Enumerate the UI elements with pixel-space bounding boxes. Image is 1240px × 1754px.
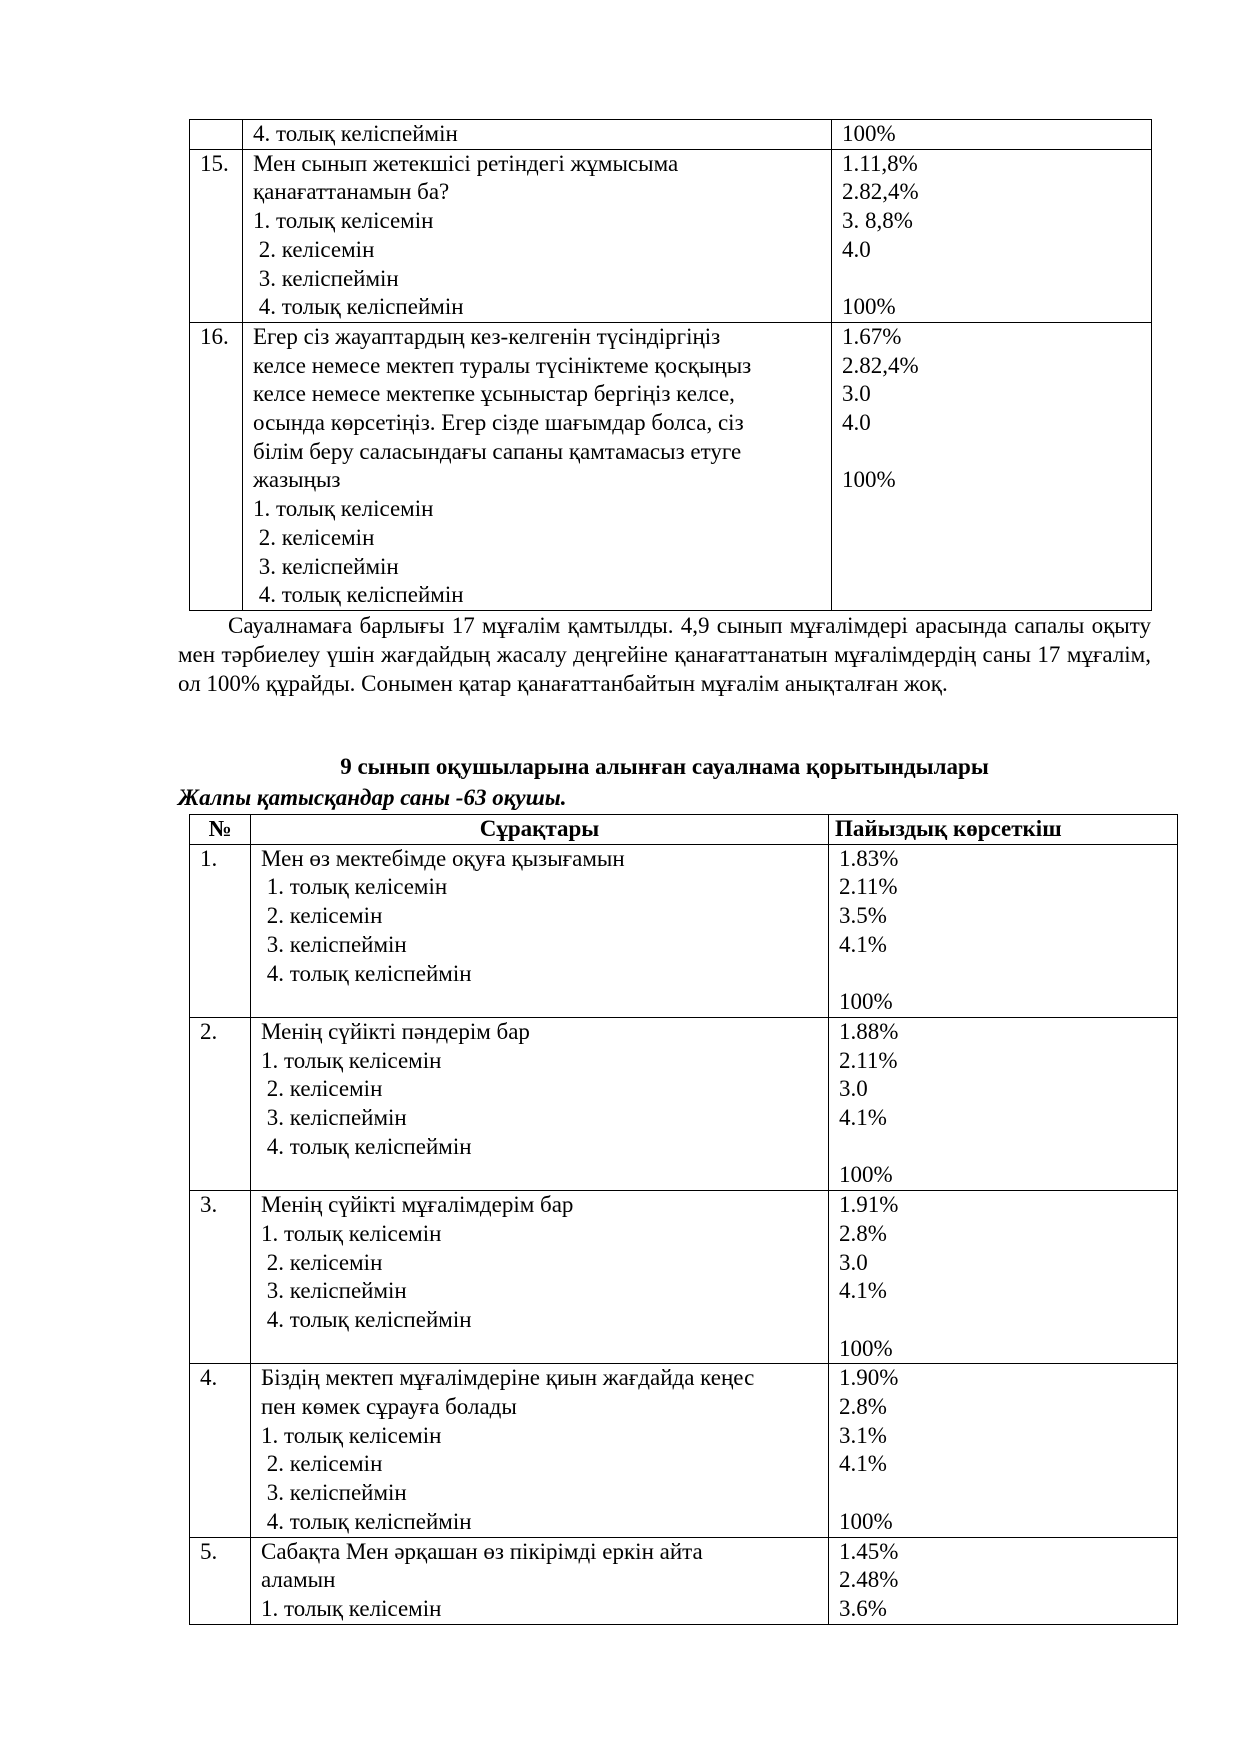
question-line: Менің сүйікті пәндерім бар [261, 1018, 530, 1044]
row-number: 15. [190, 149, 243, 322]
percent-line: 100% [839, 989, 893, 1015]
table-row [190, 1537, 1178, 1624]
row-question [243, 322, 832, 610]
question-line: 1. толық келісемін [261, 1047, 442, 1073]
row-question [251, 844, 829, 1017]
table-row [190, 1191, 1178, 1364]
percent-line: 2.11% [839, 874, 898, 900]
question-line: 4. толық келіспеймін [261, 1306, 472, 1332]
row-percent [832, 120, 1152, 150]
percent-line: 4.1% [839, 1105, 887, 1131]
question-line: 1. толық келісемін [261, 1595, 442, 1621]
percent-line: 2.8% [839, 1394, 887, 1420]
table-row [190, 322, 1152, 610]
student-survey-table [189, 814, 1178, 1625]
row-number [190, 120, 243, 150]
question-line: Мен өз мектебімде оқуға қызығамын [261, 845, 625, 871]
row-question [251, 1537, 829, 1624]
table-row [190, 149, 1152, 322]
question-line: 3. келіспеймін [261, 1480, 407, 1506]
question-line: Менің сүйікті мұғалімдерім бар [261, 1192, 574, 1218]
percent-line: 2.11% [839, 1047, 898, 1073]
percent-line: 2.82,4% [842, 352, 919, 378]
question-line: пен көмек сұрауға болады [261, 1394, 517, 1420]
row-number: 16. [190, 322, 243, 610]
percent-line: 3.0 [839, 1249, 868, 1275]
percent-line: 1.91% [839, 1192, 899, 1218]
question-line: 1. толық келісемін [253, 496, 434, 522]
table-row [190, 120, 1152, 150]
question-line: 2. келісемін [261, 1451, 383, 1477]
question-line: 3. келіспеймін [261, 1105, 407, 1131]
percent-line: 4.1% [839, 931, 887, 957]
percent-line: 2.8% [839, 1220, 887, 1246]
table-row [190, 844, 1178, 1017]
question-line [261, 988, 818, 1017]
row-percent [832, 322, 1152, 610]
percent-line: 1.11,8% [842, 150, 918, 176]
question-line: 2. келісемін [253, 236, 375, 262]
row-number: 2. [190, 1017, 251, 1190]
summary-text: Сауалнамаға барлығы 17 мұғалім қамтылды. 4,9 сынып мұғалімдері арасында сапалы оқыту мен тәрбиелеу үшін жағдайдың жасалу деңгейіне қанағаттанатын мұғалімдердің саны 17 мұғалім, ол 100% құрайды. Сонымен қатар қанағаттанбайтын мұғалім анықталған жоқ. [178, 613, 1151, 696]
question-line: осында көрсетіңіз. Егер сізде шағымдар болса, сіз [253, 410, 744, 436]
percent-line: 2.82,4% [842, 179, 919, 205]
row-question [251, 1364, 829, 1537]
question-line: білім беру саласындағы сапаны қамтамасыз етуге [253, 438, 742, 464]
percent-line: 3.6% [839, 1595, 887, 1621]
row-number: 5. [190, 1537, 251, 1624]
question-line [261, 1161, 818, 1190]
percent-line: 100% [839, 1335, 893, 1361]
question-line: 4. толық келіспеймін [261, 1133, 472, 1159]
percent-line [839, 1306, 1167, 1335]
question-line: 2. келісемін [261, 1076, 383, 1102]
section-heading: 9 сынып оқушыларына алынған сауалнама қорытындылары [340, 754, 989, 779]
question-line: 1. толық келісемін [261, 1220, 442, 1246]
question-line: 1. толық келісемін [261, 874, 448, 900]
percent-line: 1.88% [839, 1018, 899, 1044]
question-line: 4. толық келіспеймін [253, 582, 464, 608]
question-line: Мен сынып жетекшісі ретіндегі жұмысыма [253, 150, 679, 176]
question-line: Біздің мектеп мұғалімдеріне қиын жағдайда кеңес [261, 1365, 755, 1391]
percent-line: 100% [842, 121, 896, 146]
row-question [243, 149, 832, 322]
question-line: келсе немесе мектепке ұсыныстар бергіңіз келсе, [253, 381, 735, 407]
percent-line: 4.1% [839, 1278, 887, 1304]
participants-count: Жалпы қатысқандар саны -63 оқушы. [178, 785, 567, 810]
question-line: 4. толық келіспеймін [253, 294, 464, 320]
percent-line [839, 960, 1167, 989]
row-question [243, 120, 832, 150]
question-line: 2. келісемін [261, 1249, 383, 1275]
question-line: аламын [261, 1567, 336, 1593]
row-percent [832, 149, 1152, 322]
question-line: 4. толық келіспеймін [261, 1508, 472, 1534]
row-question [251, 1191, 829, 1364]
question-line: 3. келіспеймін [261, 931, 407, 957]
question-line: қанағаттанамын ба? [253, 179, 450, 205]
percent-line: 100% [842, 294, 896, 320]
percent-line: 100% [842, 467, 896, 493]
percent-line: 100% [839, 1162, 893, 1188]
question-line: жазыңыз [253, 467, 341, 493]
question-line: 1. толық келісемін [253, 208, 434, 234]
percent-line: 3.5% [839, 903, 887, 929]
question-line: 4. толық келіспеймін [253, 121, 458, 146]
percent-line: 3. 8,8% [842, 208, 913, 234]
question-line: Егер сіз жауаптардың кез-келгенін түсіндіргіңіз [253, 323, 721, 349]
question-line: 3. келіспеймін [253, 265, 399, 291]
table-row [190, 1364, 1178, 1537]
row-percent [829, 844, 1178, 1017]
percent-line: 4.0 [842, 410, 871, 436]
row-percent [829, 1017, 1178, 1190]
summary-paragraph [178, 611, 1151, 698]
header-questions: Сұрақтары [251, 815, 829, 845]
percent-line: 4.1% [839, 1451, 887, 1477]
question-line: 2. келісемін [261, 903, 383, 929]
row-percent [829, 1191, 1178, 1364]
survey-table-continued [189, 119, 1152, 611]
row-number: 3. [190, 1191, 251, 1364]
percent-line [839, 1133, 1167, 1162]
table-row [190, 1017, 1178, 1190]
question-line: келсе немесе мектеп туралы түсініктеме қосқыңыз [253, 352, 752, 378]
percent-line [839, 1479, 1167, 1508]
percent-line: 1.67% [842, 323, 902, 349]
row-percent [829, 1364, 1178, 1537]
row-number: 1. [190, 844, 251, 1017]
question-line: 3. келіспеймін [253, 553, 399, 579]
header-number: № [190, 815, 251, 845]
header-percent: Пайыздық көрсеткіш [829, 815, 1178, 845]
row-number: 4. [190, 1364, 251, 1537]
table-header-row [190, 815, 1178, 845]
percent-line: 1.83% [839, 845, 899, 871]
question-line [261, 1335, 818, 1364]
question-line: 4. толық келіспеймін [261, 960, 472, 986]
question-line: Сабақта Мен әрқашан өз пікірімді еркін айта [261, 1538, 703, 1564]
percent-line: 3.0 [839, 1076, 868, 1102]
row-percent [829, 1537, 1178, 1624]
percent-line: 3.0 [842, 381, 871, 407]
percent-line: 2.48% [839, 1567, 899, 1593]
percent-line [842, 438, 1141, 467]
percent-line: 3.1% [839, 1422, 887, 1448]
question-line: 1. толық келісемін [261, 1422, 442, 1448]
question-line: 2. келісемін [253, 524, 375, 550]
question-line: 3. келіспеймін [261, 1278, 407, 1304]
percent-line: 100% [839, 1508, 893, 1534]
row-question [251, 1017, 829, 1190]
percent-line: 1.45% [839, 1538, 899, 1564]
percent-line: 4.0 [842, 236, 871, 262]
percent-line: 1.90% [839, 1365, 899, 1391]
percent-line [842, 265, 1141, 294]
